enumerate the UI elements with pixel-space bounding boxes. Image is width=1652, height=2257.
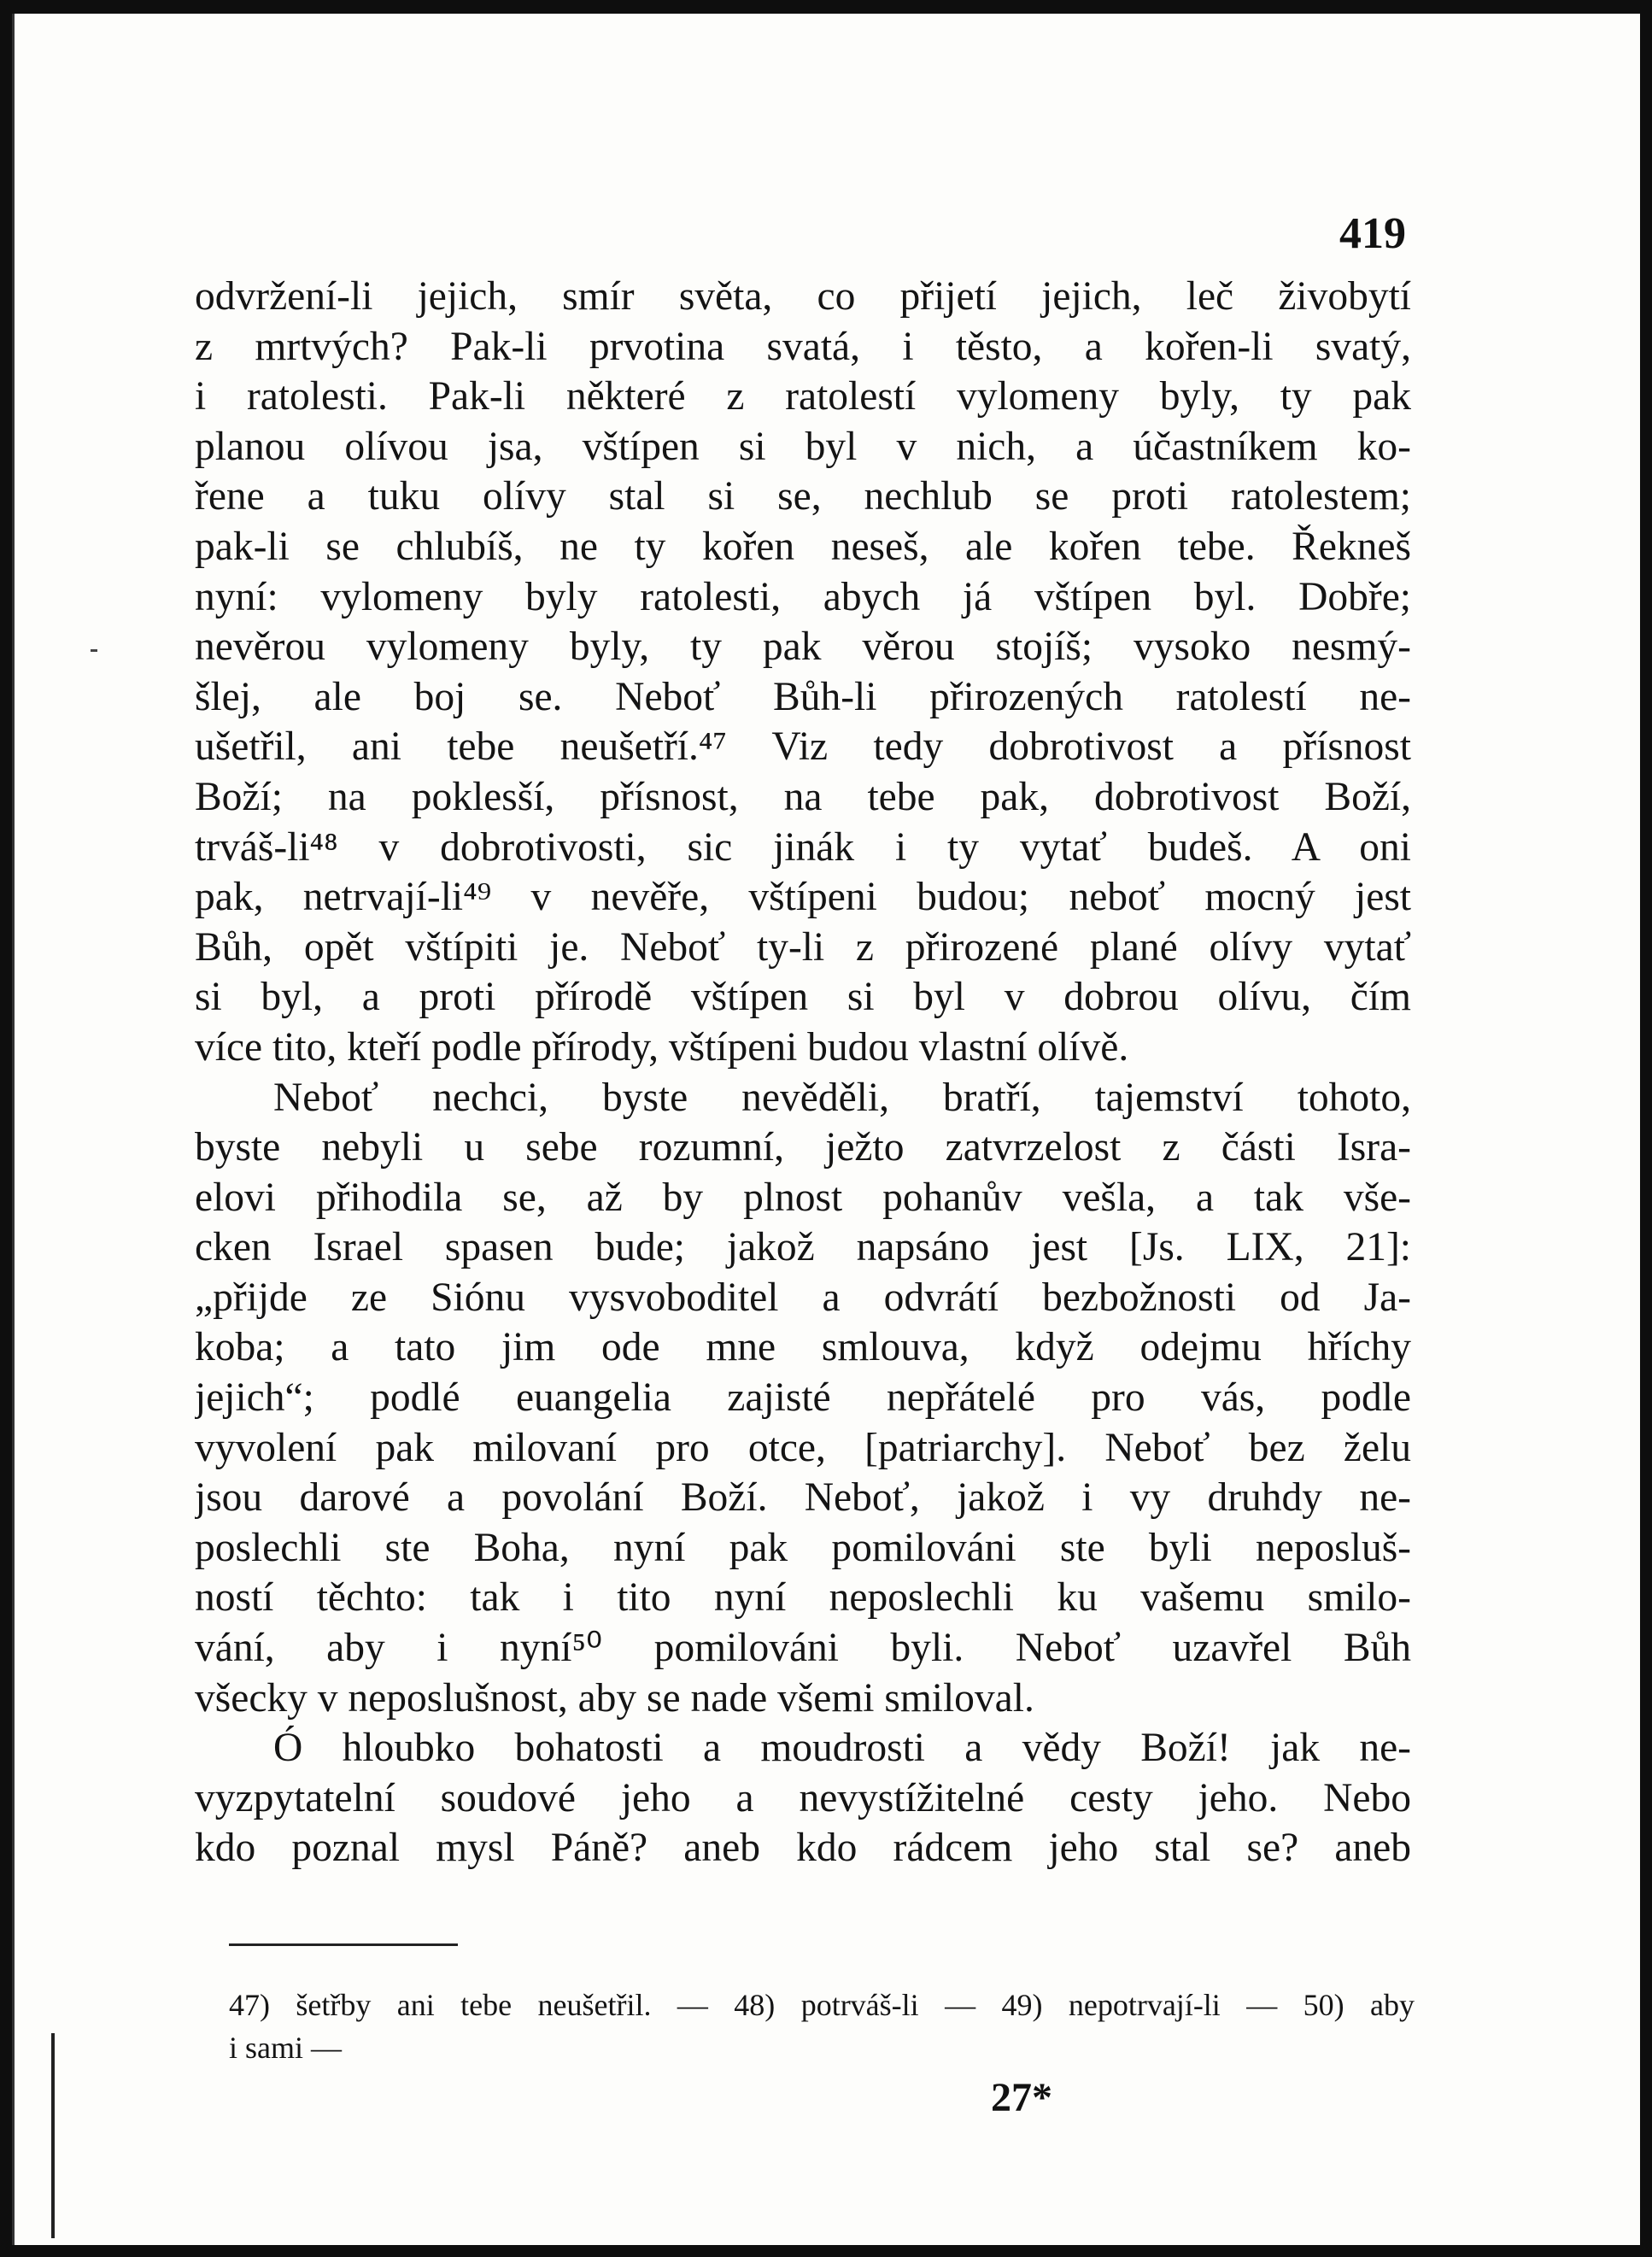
text-line: Boží; na poklesší, přísnost, na tebe pak, dobrotivost Boží, bbox=[195, 774, 1411, 819]
text-line: byste nebyli u sebe rozumní, ježto zatvrzelost z části Isra- bbox=[195, 1125, 1411, 1170]
text-line: koba; a tato jim ode mne smlouva, když odejmu hříchy bbox=[195, 1325, 1411, 1370]
text-line-paragraph-start: Ó hloubko bohatosti a moudrosti a vědy Boží! jak ne- bbox=[273, 1726, 1411, 1771]
text-line: i ratolesti. Pak-li některé z ratolestí vylomeny byly, ty pak bbox=[195, 374, 1411, 419]
scan-border-bottom bbox=[0, 2245, 1652, 2257]
text-line: jejich“; podlé euangelia zajisté nepřátelé pro vás, podle bbox=[195, 1375, 1411, 1421]
text-line: jsou darové a povolání Boží. Neboť, jakož i vy druhdy ne- bbox=[195, 1475, 1411, 1521]
text-line: více tito, kteří podle přírody, vštípeni budou vlastní olívě. bbox=[195, 1024, 1129, 1070]
text-line: ušetřil, ani tebe neušetří.⁴⁷ Viz tedy dobrotivost a přísnost bbox=[195, 724, 1411, 770]
scan-border-left bbox=[0, 0, 12, 2257]
footnote-line: i sami — bbox=[229, 2031, 342, 2065]
text-line: ností těchto: tak i tito nyní neposlechli ku vašemu smilo- bbox=[195, 1575, 1411, 1621]
text-line: řene a tuku olívy stal si se, nechlub se proti ratolestem; bbox=[195, 474, 1411, 519]
text-line: si byl, a proti přírodě vštípen si byl v dobrou olívu, čím bbox=[195, 975, 1411, 1020]
text-line: kdo poznal mysl Páně? aneb kdo rádcem jeho stal se? aneb bbox=[195, 1826, 1411, 1871]
footnote-separator-rule bbox=[229, 1943, 458, 1946]
text-line: všecky v neposlušnost, aby se nade všemi smiloval. bbox=[195, 1675, 1034, 1721]
text-line: planou olívou jsa, vštípen si byl v nich, a účastníkem ko- bbox=[195, 424, 1411, 469]
body-text bbox=[195, 272, 1411, 1873]
footnote-line: 47) šetřby ani tebe neušetřil. — 48) potrváš-li — 49) nepotrvají-li — 50) aby bbox=[229, 1988, 1415, 2022]
text-line: trváš-li⁴⁸ v dobrotivosti, sic jinák i ty vytať budeš. A oni bbox=[195, 824, 1411, 870]
text-line: z mrtvých? Pak-li prvotina svatá, i těsto, a kořen-li svatý, bbox=[195, 324, 1411, 369]
text-line: šlej, ale boj se. Neboť Bůh-li přirozených ratolestí ne- bbox=[195, 674, 1411, 719]
text-line: vyvolení pak milovaní pro otce, [patriarchy]. Neboť bez želu bbox=[195, 1425, 1411, 1470]
text-line: vyzpytatelní soudové jeho a nevystížitelné cesty jeho. Nebo bbox=[195, 1775, 1411, 1820]
footnotes bbox=[229, 1984, 1415, 2069]
scan-artifact bbox=[51, 2033, 55, 2238]
text-line: cken Israel spasen bude; jakož napsáno jest [Js. LIX, 21]: bbox=[195, 1225, 1411, 1270]
text-line: „přijde ze Siónu vysvoboditel a odvrátí bezbožnosti od Ja- bbox=[195, 1275, 1411, 1320]
text-line: nyní: vylomeny byly ratolesti, abych já vštípen byl. Dobře; bbox=[195, 574, 1411, 619]
margin-mark bbox=[91, 649, 97, 652]
text-line: elovi přihodila se, až by plnost pohanův vešla, a tak vše- bbox=[195, 1175, 1411, 1220]
text-line: pak, netrvají-li⁴⁹ v nevěře, vštípeni budou; neboť mocný jest bbox=[195, 875, 1411, 920]
scan-border-right bbox=[1640, 0, 1652, 2257]
text-line: vání, aby i nyní⁵⁰ pomilováni byli. Neboť uzavřel Bůh bbox=[195, 1626, 1411, 1671]
scan-border-top bbox=[0, 0, 1652, 14]
text-line: nevěrou vylomeny byly, ty pak věrou stojíš; vysoko nesmý- bbox=[195, 624, 1411, 670]
page-number: 419 bbox=[1339, 209, 1406, 258]
text-line: odvržení-li jejich, smír světa, co přijetí jejich, leč živobytí bbox=[195, 274, 1411, 319]
text-line: Bůh, opět vštípiti je. Neboť ty-li z přirozené plané olívy vytať bbox=[195, 924, 1411, 970]
text-line: pak-li se chlubíš, ne ty kořen neseš, ale kořen tebe. Řekneš bbox=[195, 524, 1411, 569]
text-line-paragraph-start: Neboť nechci, byste nevěděli, bratří, tajemství tohoto, bbox=[273, 1075, 1411, 1120]
printer-signature-mark: 27* bbox=[991, 2075, 1052, 2120]
text-line: poslechli ste Boha, nyní pak pomilováni ste byli neposluš- bbox=[195, 1525, 1411, 1570]
